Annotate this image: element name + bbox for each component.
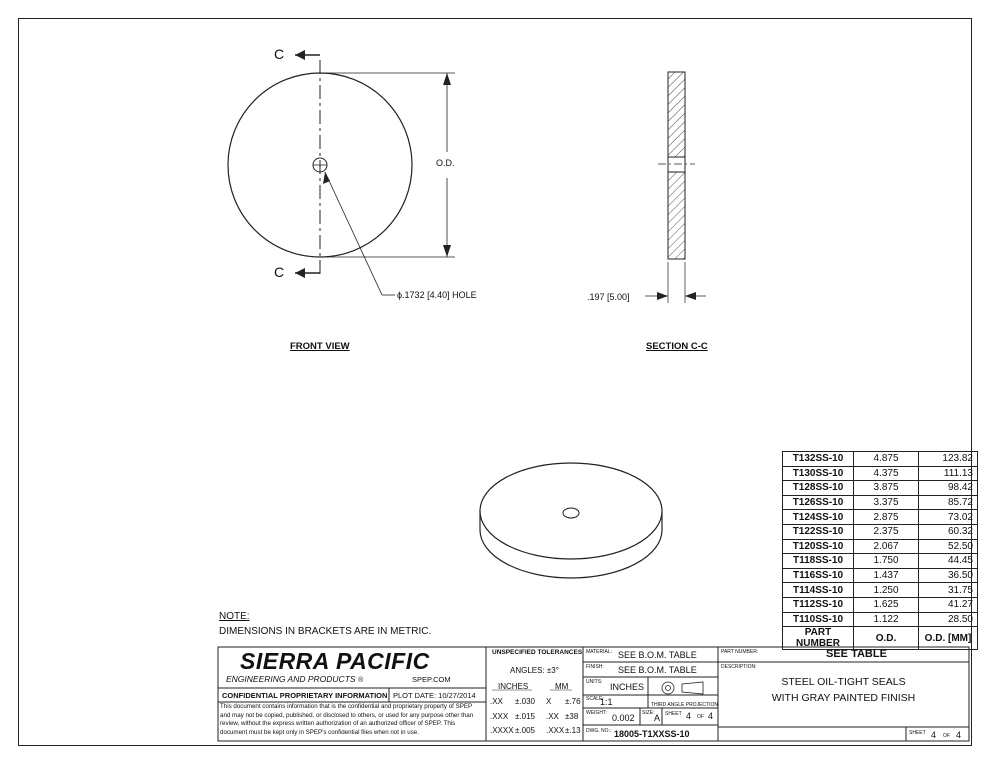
description-line2: WITH GRAY PAINTED FINISH [771, 692, 916, 704]
od-mm-cell: 36.50 [919, 568, 978, 583]
description-line1: STEEL OIL-TIGHT SEALS [781, 676, 906, 688]
od-cell: 1.250 [854, 583, 919, 598]
part-number-cell: T114SS-10 [783, 583, 854, 598]
table-row [783, 466, 978, 481]
table-row [783, 452, 978, 467]
footer-sheet-value: 4 [931, 730, 937, 740]
od-mm-cell: 98.42 [919, 481, 978, 496]
tolerance-cell: .XX [490, 697, 503, 706]
part-number-cell: T110SS-10 [783, 612, 854, 627]
tolerance-cell: X [546, 697, 552, 706]
od-cell: 4.875 [854, 452, 919, 467]
od-cell: 2.067 [854, 539, 919, 554]
od-cell: 2.375 [854, 524, 919, 539]
thickness-callout: .197 [5.00] [587, 292, 630, 302]
weight-value: 0.002 [612, 713, 635, 723]
table-row [783, 612, 978, 627]
od-mm-cell: 41.27 [919, 597, 978, 612]
part-number-cell: T116SS-10 [783, 568, 854, 583]
part-number-cell: T132SS-10 [783, 452, 854, 467]
hole-callout: ϕ.1732 [4.40] HOLE [397, 290, 477, 300]
material-value: SEE B.O.M. TABLE [618, 650, 697, 660]
company-name: SIERRA PACIFIC [240, 648, 430, 674]
company-website: SPEP.COM [412, 675, 451, 684]
registered-icon: ® [357, 677, 364, 684]
parts-table [782, 451, 978, 650]
scale-label: SCALE: [586, 696, 604, 702]
table-row [783, 539, 978, 554]
footer-sheet-label: SHEET [909, 730, 926, 736]
units-label: UNITS: [586, 679, 603, 685]
od-cell: 4.375 [854, 466, 919, 481]
od-cell: 1.122 [854, 612, 919, 627]
part-number-cell: T128SS-10 [783, 481, 854, 496]
front-view-label: FRONT VIEW [290, 341, 350, 352]
sheet-label: SHEET [665, 711, 682, 717]
section-view-label: SECTION C-C [646, 341, 708, 352]
size-value: A [654, 713, 661, 723]
tolerance-cell: ±.030 [515, 697, 535, 706]
od-cell: 3.375 [854, 495, 919, 510]
sheet-value: 4 [686, 711, 692, 721]
od-mm-cell: 73.02 [919, 510, 978, 525]
od-mm-cell: 123.82 [919, 452, 978, 467]
confidential-text: This document contains information that is the confidential and proprietary property of SPEP and may not be copied, published, or disclosed to others, or used for any purpose other than review, without the express written authorization of an authorized officer of SPEP. This document must be kept only in SPEP's confidential files when not in use. [220, 703, 474, 736]
od-mm-cell: 52.50 [919, 539, 978, 554]
table-header-cell: PART NUMBER [783, 627, 854, 650]
tolerance-cell: .XXXX [490, 726, 514, 735]
note-heading: NOTE: [219, 611, 250, 622]
table-row [783, 597, 978, 612]
table-row [783, 524, 978, 539]
od-cell: 3.875 [854, 481, 919, 496]
dwg-label: DWG. NO.: [586, 728, 612, 734]
od-mm-cell: 85.72 [919, 495, 978, 510]
scale-value: 1:1 [600, 697, 613, 707]
section-view [645, 72, 706, 303]
tolerance-cell: ±38 [565, 711, 579, 721]
tolerance-cell: ±.005 [515, 726, 535, 735]
od-mm-cell: 60.32 [919, 524, 978, 539]
part-number-cell: T112SS-10 [783, 597, 854, 612]
footer-of-label: OF [943, 733, 950, 739]
tolerance-cell: ±.015 [515, 711, 535, 721]
tolerances-heading: UNSPECIFIED TOLERANCES [492, 649, 583, 656]
table-row [783, 481, 978, 496]
sheet-total: 4 [708, 711, 714, 721]
diameter-icon: ϕ [397, 290, 403, 300]
size-label: SIZE: [642, 710, 655, 716]
table-row [783, 583, 978, 598]
part-number-label: PART NUMBER: [721, 649, 759, 655]
projection-symbol-icon [662, 682, 703, 694]
note-text: DIMENSIONS IN BRACKETS ARE IN METRIC. [219, 626, 432, 637]
isometric-view [480, 463, 662, 578]
description-label: DESCRIPTION: [721, 664, 757, 670]
od-mm-cell: 44.45 [919, 554, 978, 569]
footer-sheet-total: 4 [956, 730, 962, 740]
tolerances-inches-label: INCHES [498, 682, 529, 691]
tolerance-cell: .XXX [546, 726, 565, 735]
table-row [783, 495, 978, 510]
tolerance-cell: ±.13 [565, 726, 581, 735]
tolerance-cell: .XXX [490, 711, 509, 721]
od-cell: 1.750 [854, 554, 919, 569]
table-row [783, 510, 978, 525]
part-number-cell: T120SS-10 [783, 539, 854, 554]
finish-label: FINISH: [586, 664, 604, 670]
tolerance-cell: ±.76 [565, 697, 581, 706]
finish-value: SEE B.O.M. TABLE [618, 665, 697, 675]
confidential-heading: CONFIDENTIAL PROPRIETARY INFORMATION [222, 691, 388, 700]
dwg-number: 18005-T1XXSS-10 [614, 729, 690, 739]
units-value: INCHES [610, 682, 645, 692]
table-row [783, 554, 978, 569]
part-number-cell: T130SS-10 [783, 466, 854, 481]
od-cell: 1.437 [854, 568, 919, 583]
section-marker-bottom: C [274, 264, 285, 280]
tolerances-mm-label: MM [555, 682, 569, 691]
company-sub: ENGINEERING AND PRODUCTS ® [226, 674, 364, 684]
od-label: O.D. [436, 158, 455, 168]
part-number-cell: T122SS-10 [783, 524, 854, 539]
tolerances-angles: ANGLES: ±3° [510, 666, 559, 675]
od-cell: 1.625 [854, 597, 919, 612]
tolerance-cell: .XX [546, 711, 559, 721]
table-header-row [783, 627, 978, 650]
od-mm-cell: 28.50 [919, 612, 978, 627]
od-mm-cell: 111.13 [919, 466, 978, 481]
table-header-cell: O.D. [854, 627, 919, 650]
weight-label: WEIGHT: [586, 710, 607, 716]
part-number-cell: T126SS-10 [783, 495, 854, 510]
of-label: OF [697, 714, 704, 720]
od-cell: 2.875 [854, 510, 919, 525]
section-marker-top: C [274, 46, 285, 62]
part-number-cell: T118SS-10 [783, 554, 854, 569]
projection-label: THIRD ANGLE PROJECTION [651, 702, 718, 708]
front-view [228, 50, 455, 295]
table-row [783, 568, 978, 583]
part-number-value: SEE TABLE [826, 648, 887, 660]
material-label: MATERIAL: [586, 649, 613, 655]
plot-date: PLOT DATE: 10/27/2014 [393, 691, 476, 700]
table-header-cell: O.D. [MM] [919, 627, 978, 650]
part-number-cell: T124SS-10 [783, 510, 854, 525]
od-mm-cell: 31.75 [919, 583, 978, 598]
